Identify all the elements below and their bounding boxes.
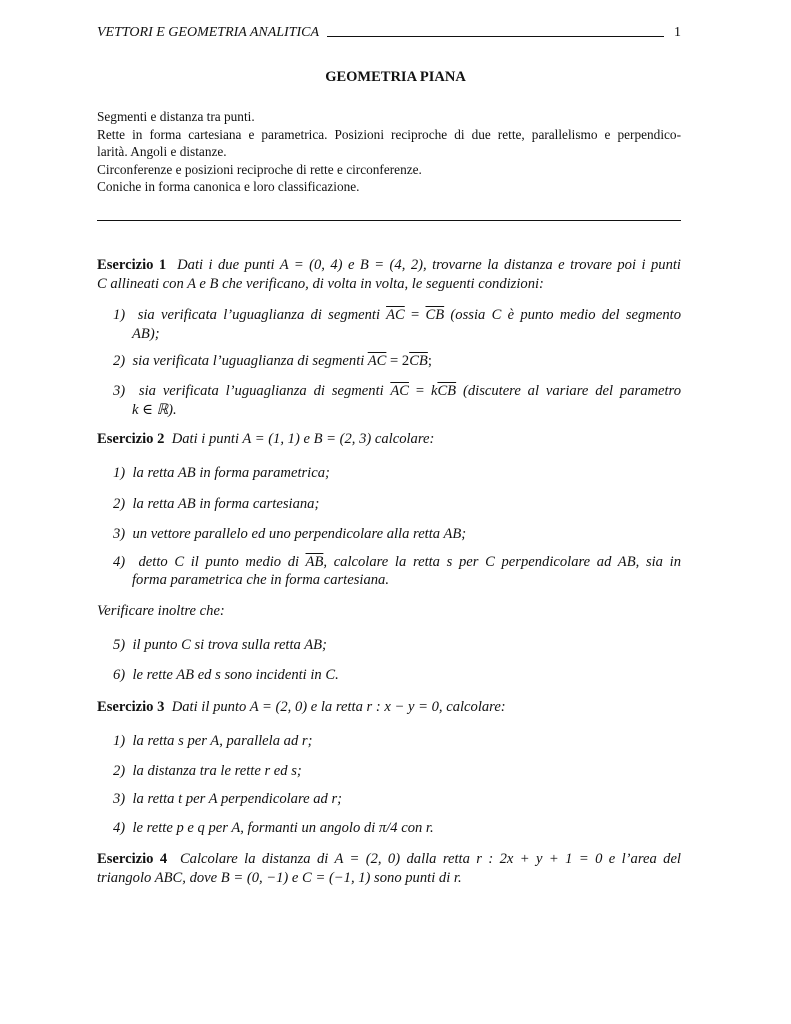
text-fragment: 1) la retta s per A, parallela ad r; [113,733,313,749]
text-fragment: Verificare inoltre che: [97,603,225,619]
segment-notation: $\overline{AC}$ [386,307,405,323]
header-rule [327,36,664,37]
exercise-heading-line [97,257,681,274]
exercise-text-line [97,870,462,887]
text-fragment: 2) la retta AB in forma cartesiana; [113,496,320,512]
text-fragment: = [404,307,426,323]
exercise-text-line [113,820,434,837]
text-fragment: k [430,383,438,399]
exercise-heading-line [97,699,506,716]
segment-notation: $\overline{CB}$ [409,353,428,369]
intro-line: larità. Angoli e distanze. [97,144,227,159]
text-fragment: 4) le rette p e q per A, formanti un angolo di π/4 con r. [113,820,434,836]
exercise-text-line [113,554,681,571]
exercise-text-line [113,465,330,482]
text-fragment: 2) la distanza tra le rette r ed s; [113,763,302,779]
exercise-text-line [97,603,225,620]
exercise-heading-line [97,431,434,448]
text-fragment: Dati i due punti A = (0, 4) e B = (4, 2), trovarne la distanza e trovare poi i punti [166,257,681,273]
segment-notation: $\overline{AB}$ [305,554,324,570]
exercise-text-line [113,353,432,370]
segment-notation: $\overline{AC}$ [390,383,409,399]
exercise-text-line [113,733,312,750]
text-fragment: 5) il punto C si trova sulla retta AB; [113,637,327,653]
text-fragment: Calcolare la distanza di A = (2, 0) dalla retta r : 2x + y + 1 = 0 e l’area del [167,851,681,867]
segment-notation: $\overline{AC}$ [367,353,387,369]
text-fragment: = [408,383,431,399]
intro-line: Coniche in forma canonica e loro classificazione. [97,179,360,194]
text-fragment: 3) sia verificata l’uguaglianza di segmenti [113,383,391,399]
page-title: GEOMETRIA PIANA [325,69,466,85]
segment-notation: $\overline{CB}$ [425,307,445,323]
text-fragment: 3) un vettore parallelo ed uno perpendicolare alla retta AB; [113,526,467,542]
exercise-text-line [113,383,681,400]
exercise-text-line [113,526,466,543]
text-fragment: ; [427,353,432,369]
text-fragment: 1) sia verificata l’uguaglianza di segmenti [113,307,387,323]
text-fragment: C allineati con A e B che verificano, di volta in volta, le seguenti condizioni: [97,276,544,292]
text-fragment: forma parametrica che in forma cartesiana. [132,572,389,588]
text-fragment: triangolo ABC, dove B = (0, −1) e C = (−1, 1) sono punti di r. [97,870,462,886]
exercise-text-line [132,401,177,419]
segment-notation: $\overline{CB}$ [437,383,457,399]
text-fragment: 1) la retta AB in forma parametrica; [113,465,330,481]
text-fragment: (discutere al variare del parametro [456,383,681,399]
text-fragment: Dati il punto A = (2, 0) e la retta r : x − y = 0, calcolare: [164,699,506,715]
intro-line: Segmenti e distanza tra punti. [97,109,255,124]
exercise-text-line [113,763,302,780]
exercise-heading-line [97,851,681,868]
text-fragment: k ∈ ℝ). [132,402,177,418]
exercise-text-line [113,667,339,684]
exercise-text-line [132,326,160,343]
exercise-text-line [113,307,681,324]
intro-line: Circonferenze e posizioni reciproche di rette e circonferenze. [97,161,422,177]
text-fragment: Dati i punti A = (1, 1) e B = (2, 3) calcolare: [164,431,435,447]
section-divider [97,220,681,221]
text-fragment: 6) le rette AB ed s sono incidenti in C. [113,667,339,683]
text-fragment: (ossia C è punto medio del segmento [444,307,681,323]
text-fragment: 2) sia verificata l’uguaglianza di segmenti [113,353,368,369]
text-fragment: 4) detto C il punto medio di [113,554,306,570]
exercise-label: Esercizio 4 [97,851,168,867]
text-fragment: , calcolare la retta s per C perpendicolare ad AB, sia in [323,554,681,570]
exercise-label: Esercizio 3 [97,699,165,715]
intro-line: Rette in forma cartesiana e parametrica. Posizioni reciproche di due rette, parallelismo e perpendico- [97,126,681,142]
running-header [97,25,681,41]
exercise-text-line [113,496,319,513]
exercise-text-line [132,572,389,589]
exercise-label: Esercizio 1 [97,257,167,273]
exercise-text-line [97,276,544,293]
exercise-text-line [113,637,327,654]
exercise-text-line [113,791,342,808]
text-fragment: 3) la retta t per A perpendicolare ad r; [113,791,343,807]
page-number: 1 [674,25,681,40]
text-fragment: AB); [132,326,160,342]
running-title: VETTORI E GEOMETRIA ANALITICA [97,25,320,40]
text-fragment: = 2 [386,353,410,369]
exercise-label: Esercizio 2 [97,431,165,447]
